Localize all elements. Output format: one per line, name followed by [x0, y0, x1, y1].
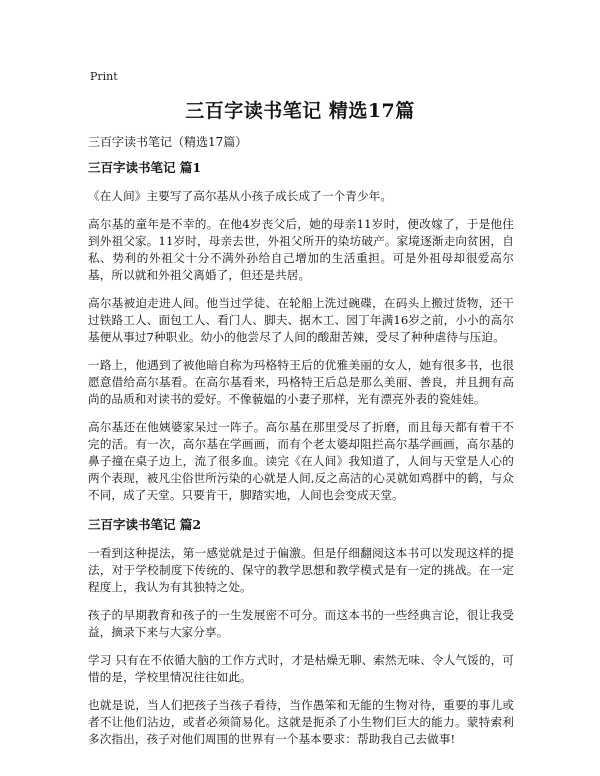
- section-heading: 三百字读书笔记 篇1: [88, 160, 202, 175]
- paragraph: 高尔基被迫走进人间。他当过学徒、在轮船上洗过碗碟，在码头上搬过货物，还干过铁路工人、面包工人、看门人、脚夫、据木工、园丁年满16岁之前，小小的高尔基便从事过7种职业。幼小的他尝尽了人间的酸甜苦辣，受尽了种种虐待与压迫。: [88, 296, 514, 344]
- page-title: 三百字读书笔记 精选17篇: [185, 100, 415, 122]
- print-link[interactable]: Print: [90, 70, 118, 83]
- section-1: [88, 158, 514, 504]
- paragraph: 一看到这种提法，第一感觉就是过于偏激。但是仔细翻阅这本书可以发现这样的提法，对于学校制度下传统的、保守的教学思想和教学模式是有一定的挑战。在一定程度上，我认为有其独特之处。: [88, 546, 514, 594]
- paragraph: 学习 只有在不依循大脑的工作方式时，才是枯燥无聊、索然无味、令人气馁的，可惜的是，学校里情况往往如此。: [88, 653, 514, 684]
- paragraph: 《在人间》主要写了高尔基从小孩子成长成了一个青少年。: [88, 189, 393, 203]
- paragraph: 高尔基的童年是不幸的。在他4岁丧父后，她的母亲11岁时，便改嫁了，于是他住到外祖父家。11岁时，母亲去世，外祖父所开的染坊破产。家境逐渐走向贫困，自私、势利的外祖父十分不满外孙给自己增加的生活重担。可是外祖母却很爱高尔基，所以就和外祖父离婚了，但还是共居。: [88, 217, 514, 282]
- paragraph: 高尔基还在他姨婆家呆过一阵子。高尔基在那里受尽了折磨，而且每天都有着干不完的活。有一次，高尔基在学画画，而有个老太婆却阻拦高尔基学画画，高尔基的鼻子撞在桌子边上，流了很多血。读完《在人间》我知道了，人间与天堂是人心的两个表现，被凡尘俗世所污染的心就是人间,反之高洁的心灵就如鸡群中的鹤，与众不同，成了天堂。只要肯干，脚踏实地，人间也会变成天堂。: [88, 420, 514, 502]
- paragraph: 一路上，他遇到了被他暗自称为玛格特王后的优雅美丽的女人，她有很多书，也很愿意借给高尔基看。在高尔基看来，玛格特王后总是那么美丽、善良，并且拥有高尚的品质和对读书的爱好。不像藐媪的小妻子那样，光有漂亮外表的瓷娃娃。: [88, 358, 514, 406]
- paragraph: 也就是说，当人们把孩子当孩子看待，当作愚笨和无能的生物对待，重要的事儿或者不让他们沾边，或者必须简易化。这就是扼杀了小生物们巨大的能力。蒙特索利多次指出，孩子对他们周围的世界有一个基本要求：帮助我自己去做事!: [88, 698, 514, 746]
- article-body: [88, 158, 514, 759]
- section-2: [88, 515, 514, 748]
- section-heading: 三百字读书笔记 篇2: [88, 517, 202, 532]
- page-subtitle: 三百字读书笔记（精选17篇）: [88, 135, 248, 149]
- paragraph: 孩子的早期教育和孩子的一生发展密不可分。而这本书的一些经典言论，很让我受益，摘录下来与大家分享。: [88, 608, 514, 639]
